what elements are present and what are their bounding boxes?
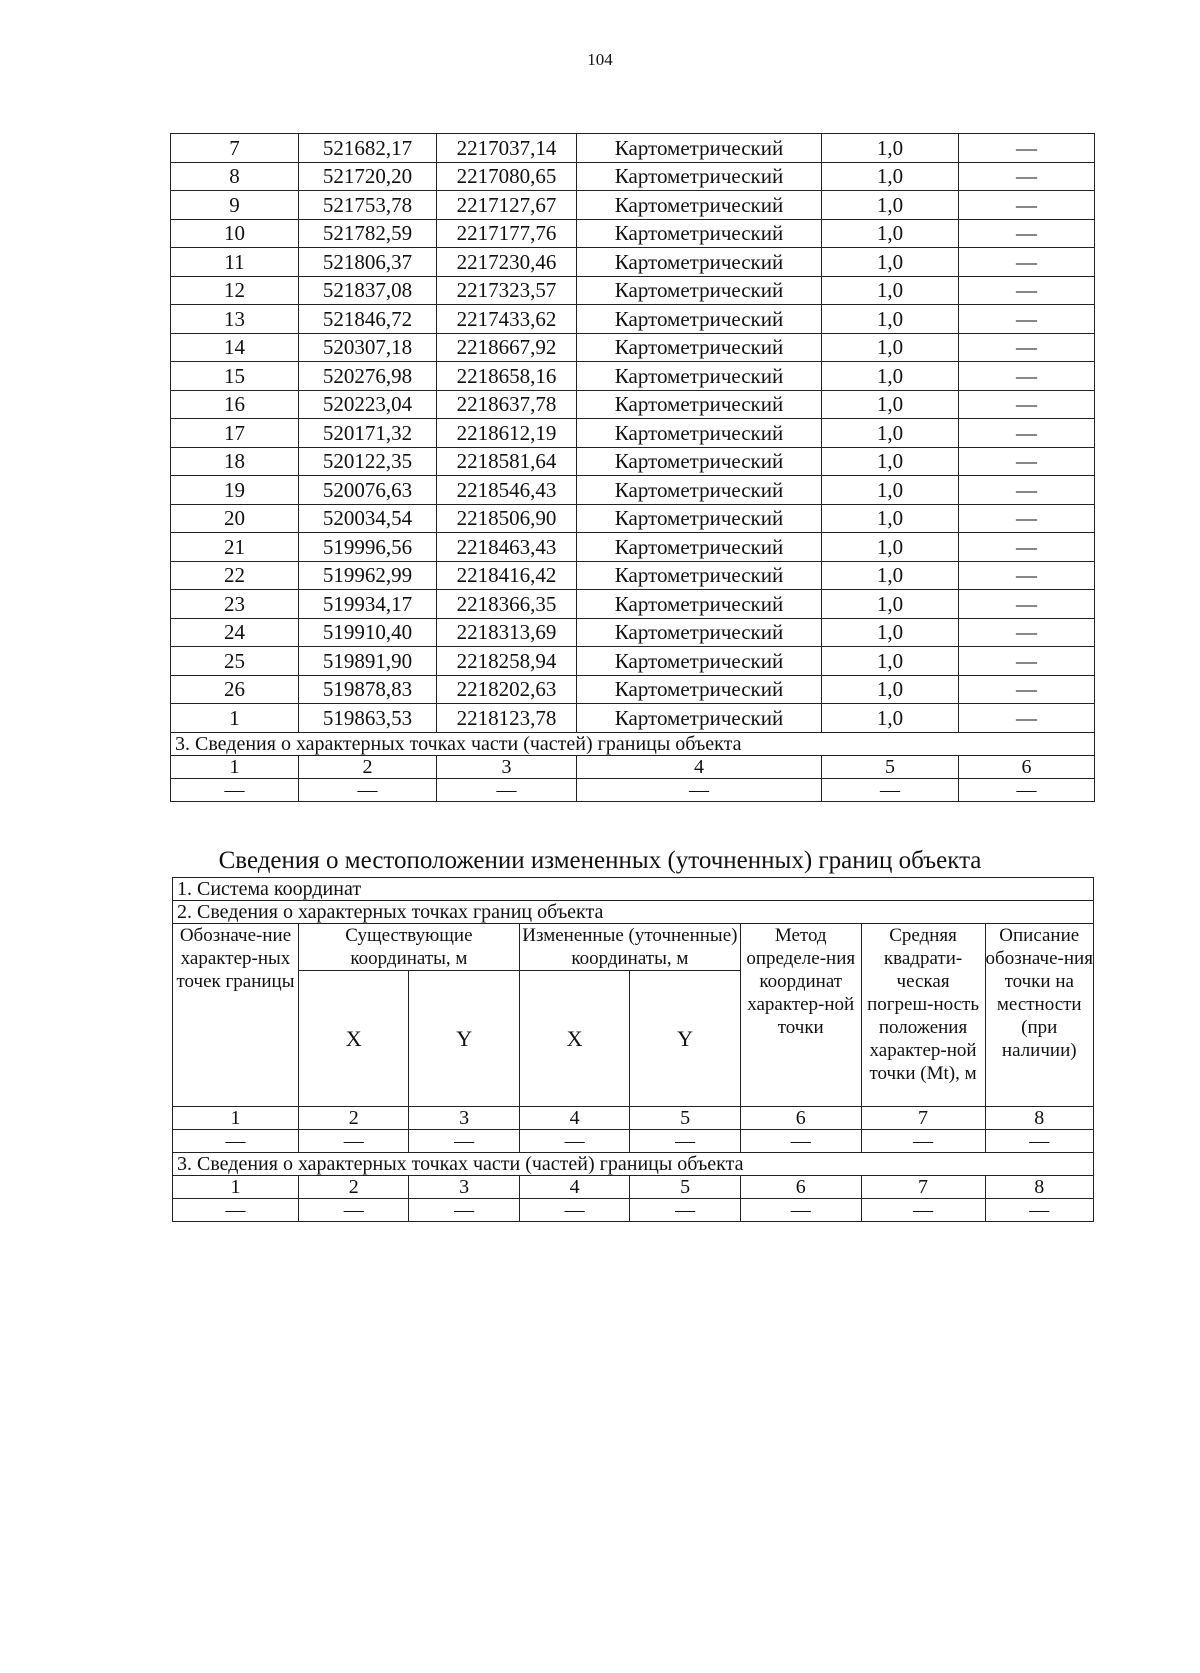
empty-data-row <box>173 1130 1094 1153</box>
coord-y-cell: 2217177,76 <box>437 219 577 248</box>
coord-x-cell: 520076,63 <box>299 476 437 505</box>
method-cell: Картометрический <box>577 590 822 619</box>
point-number-cell: 13 <box>171 305 299 334</box>
column-numbers-row <box>171 755 1095 778</box>
table-row <box>171 647 1095 676</box>
coord-y-cell: 2218366,35 <box>437 590 577 619</box>
description-cell: — <box>959 704 1095 733</box>
coord-x-cell: 521837,08 <box>299 276 437 305</box>
point-number-cell: 25 <box>171 647 299 676</box>
section-title: Сведения о местоположении измененных (уточненных) границ объекта <box>218 847 982 874</box>
mean-error-cell: 1,0 <box>822 447 959 476</box>
point-number-cell: 24 <box>171 618 299 647</box>
description-cell: — <box>959 618 1095 647</box>
table-row <box>171 504 1095 533</box>
method-cell: Картометрический <box>577 191 822 220</box>
method-cell: Картометрический <box>577 618 822 647</box>
method-cell: Картометрический <box>577 219 822 248</box>
dash-cell: — <box>740 1130 861 1153</box>
mean-error-cell: 1,0 <box>822 476 959 505</box>
coord-x-cell: 521753,78 <box>299 191 437 220</box>
coord-y-cell: 2217323,57 <box>437 276 577 305</box>
column-number: 2 <box>299 755 437 778</box>
column-number: 6 <box>959 755 1095 778</box>
coord-y-cell: 2217037,14 <box>437 134 577 163</box>
column-number: 5 <box>822 755 959 778</box>
empty-data-row <box>173 1199 1094 1222</box>
column-number: 7 <box>861 1176 985 1199</box>
dash-cell: — <box>740 1199 861 1222</box>
dash-cell: — <box>173 1130 299 1153</box>
point-number-cell: 23 <box>171 590 299 619</box>
changed-boundaries-table <box>172 877 1094 1222</box>
point-number-cell: 21 <box>171 533 299 562</box>
mean-error-cell: 1,0 <box>822 590 959 619</box>
mean-error-cell: 1,0 <box>822 219 959 248</box>
coord-x-cell: 519934,17 <box>299 590 437 619</box>
description-cell: — <box>959 390 1095 419</box>
method-cell: Картометрический <box>577 162 822 191</box>
dash-cell: — <box>519 1130 629 1153</box>
boundary-points-table <box>170 133 1095 802</box>
dash-cell: — <box>409 1130 519 1153</box>
table-row <box>171 362 1095 391</box>
column-number: 1 <box>173 1176 299 1199</box>
header-existing-x: X <box>298 971 408 1107</box>
table-row <box>171 248 1095 277</box>
table-row <box>171 191 1095 220</box>
coord-y-cell: 2218202,63 <box>437 675 577 704</box>
mean-error-cell: 1,0 <box>822 248 959 277</box>
method-cell: Картометрический <box>577 675 822 704</box>
description-cell: — <box>959 504 1095 533</box>
description-cell: — <box>959 333 1095 362</box>
description-cell: — <box>959 447 1095 476</box>
column-numbers-row <box>173 1107 1094 1130</box>
method-cell: Картометрический <box>577 419 822 448</box>
method-cell: Картометрический <box>577 390 822 419</box>
coord-x-cell: 521682,17 <box>299 134 437 163</box>
section3-label: 3. Сведения о характерных точках части (частей) границы объекта <box>171 732 1095 755</box>
point-number-cell: 12 <box>171 276 299 305</box>
column-number: 6 <box>740 1107 861 1130</box>
point-number-cell: 22 <box>171 561 299 590</box>
header-changed-x: X <box>519 971 629 1107</box>
method-cell: Картометрический <box>577 333 822 362</box>
dash-cell: — <box>173 1199 299 1222</box>
coord-y-cell: 2217127,67 <box>437 191 577 220</box>
coordinate-system-label: 1. Система координат <box>173 878 1094 901</box>
column-number: 8 <box>985 1176 1094 1199</box>
method-cell: Картометрический <box>577 134 822 163</box>
coord-x-cell: 520307,18 <box>299 333 437 362</box>
column-number: 3 <box>437 755 577 778</box>
column-number: 6 <box>740 1176 861 1199</box>
table-row <box>171 134 1095 163</box>
coord-x-cell: 519863,53 <box>299 704 437 733</box>
mean-error-cell: 1,0 <box>822 675 959 704</box>
table-row <box>171 675 1095 704</box>
coord-x-cell: 521720,20 <box>299 162 437 191</box>
mean-error-cell: 1,0 <box>822 191 959 220</box>
point-number-cell: 9 <box>171 191 299 220</box>
table-row <box>171 219 1095 248</box>
description-cell: — <box>959 647 1095 676</box>
column-number: 2 <box>298 1107 408 1130</box>
column-number: 4 <box>519 1176 629 1199</box>
column-number: 7 <box>861 1107 985 1130</box>
method-cell: Картометрический <box>577 533 822 562</box>
coord-x-cell: 521806,37 <box>299 248 437 277</box>
description-cell: — <box>959 162 1095 191</box>
coord-y-cell: 2218416,42 <box>437 561 577 590</box>
column-numbers-row <box>173 1176 1094 1199</box>
empty-data-row <box>171 778 1095 801</box>
dash-cell: — <box>171 778 299 801</box>
table-row <box>171 590 1095 619</box>
mean-error-cell: 1,0 <box>822 362 959 391</box>
table-row <box>171 476 1095 505</box>
dash-cell: — <box>861 1130 985 1153</box>
dash-cell: — <box>985 1199 1094 1222</box>
point-number-cell: 20 <box>171 504 299 533</box>
description-cell: — <box>959 590 1095 619</box>
mean-error-cell: 1,0 <box>822 162 959 191</box>
table-row <box>171 333 1095 362</box>
column-number: 1 <box>173 1107 299 1130</box>
column-number: 2 <box>298 1176 408 1199</box>
description-cell: — <box>959 362 1095 391</box>
point-number-cell: 10 <box>171 219 299 248</box>
method-cell: Картометрический <box>577 305 822 334</box>
description-cell: — <box>959 533 1095 562</box>
description-cell: — <box>959 219 1095 248</box>
coord-x-cell: 521846,72 <box>299 305 437 334</box>
description-cell: — <box>959 276 1095 305</box>
column-number: 8 <box>985 1107 1094 1130</box>
coord-y-cell: 2217080,65 <box>437 162 577 191</box>
coord-y-cell: 2218546,43 <box>437 476 577 505</box>
dash-cell: — <box>630 1130 740 1153</box>
mean-error-cell: 1,0 <box>822 647 959 676</box>
coord-y-cell: 2218612,19 <box>437 419 577 448</box>
header-changed-coordinates: Измененные (уточненные) координаты, м <box>519 924 740 971</box>
coord-y-cell: 2218637,78 <box>437 390 577 419</box>
point-number-cell: 14 <box>171 333 299 362</box>
mean-error-cell: 1,0 <box>822 704 959 733</box>
dash-cell: — <box>409 1199 519 1222</box>
point-number-cell: 16 <box>171 390 299 419</box>
method-cell: Картометрический <box>577 504 822 533</box>
coord-x-cell: 520171,32 <box>299 419 437 448</box>
section3-label: 3. Сведения о характерных точках части (частей) границы объекта <box>173 1153 1094 1176</box>
method-cell: Картометрический <box>577 248 822 277</box>
dash-cell: — <box>577 778 822 801</box>
description-cell: — <box>959 191 1095 220</box>
coord-x-cell: 519910,40 <box>299 618 437 647</box>
method-cell: Картометрический <box>577 476 822 505</box>
mean-error-cell: 1,0 <box>822 333 959 362</box>
method-cell: Картометрический <box>577 647 822 676</box>
dash-cell: — <box>298 1130 408 1153</box>
coord-x-cell: 520034,54 <box>299 504 437 533</box>
header-existing-y: Y <box>409 971 519 1107</box>
mean-error-cell: 1,0 <box>822 618 959 647</box>
header-point-designation: Обозначе-ние характер-ных точек границы <box>173 924 299 1107</box>
method-cell: Картометрический <box>577 362 822 391</box>
coord-y-cell: 2218313,69 <box>437 618 577 647</box>
method-cell: Картометрический <box>577 276 822 305</box>
mean-error-cell: 1,0 <box>822 504 959 533</box>
point-number-cell: 26 <box>171 675 299 704</box>
table-row <box>171 390 1095 419</box>
coord-y-cell: 2218258,94 <box>437 647 577 676</box>
coord-x-cell: 521782,59 <box>299 219 437 248</box>
table-row <box>171 447 1095 476</box>
point-number-cell: 8 <box>171 162 299 191</box>
description-cell: — <box>959 476 1095 505</box>
table-row <box>171 305 1095 334</box>
dash-cell: — <box>861 1199 985 1222</box>
coord-y-cell: 2218123,78 <box>437 704 577 733</box>
point-number-cell: 17 <box>171 419 299 448</box>
coord-x-cell: 520223,04 <box>299 390 437 419</box>
coord-y-cell: 2217433,62 <box>437 305 577 334</box>
coord-y-cell: 2218667,92 <box>437 333 577 362</box>
description-cell: — <box>959 675 1095 704</box>
point-number-cell: 1 <box>171 704 299 733</box>
dash-cell: — <box>985 1130 1094 1153</box>
method-cell: Картометрический <box>577 447 822 476</box>
coord-y-cell: 2218658,16 <box>437 362 577 391</box>
column-number: 3 <box>409 1107 519 1130</box>
description-cell: — <box>959 134 1095 163</box>
point-number-cell: 19 <box>171 476 299 505</box>
point-number-cell: 15 <box>171 362 299 391</box>
page-number: 104 <box>587 50 613 69</box>
coord-y-cell: 2218463,43 <box>437 533 577 562</box>
boundary-points-body <box>171 134 1095 733</box>
coord-y-cell: 2218581,64 <box>437 447 577 476</box>
header-mean-error: Средняя квадрати-ческая погреш-ность положения характер-ной точки (Mt), м <box>861 924 985 1107</box>
table-row <box>171 162 1095 191</box>
coord-x-cell: 519878,83 <box>299 675 437 704</box>
coord-x-cell: 519962,99 <box>299 561 437 590</box>
point-number-cell: 18 <box>171 447 299 476</box>
coord-y-cell: 2217230,46 <box>437 248 577 277</box>
coord-x-cell: 520122,35 <box>299 447 437 476</box>
table-row <box>171 561 1095 590</box>
method-cell: Картометрический <box>577 561 822 590</box>
table-row <box>171 419 1095 448</box>
mean-error-cell: 1,0 <box>822 390 959 419</box>
header-method: Метод определе-ния координат характер-ной точки <box>740 924 861 1107</box>
mean-error-cell: 1,0 <box>822 276 959 305</box>
dash-cell: — <box>299 778 437 801</box>
column-number: 3 <box>409 1176 519 1199</box>
coord-y-cell: 2218506,90 <box>437 504 577 533</box>
header-description: Описание обозначе-ния точки на местности (при наличии) <box>985 924 1094 1107</box>
dash-cell: — <box>437 778 577 801</box>
dash-cell: — <box>298 1199 408 1222</box>
column-number: 5 <box>630 1107 740 1130</box>
header-existing-coordinates: Существующие координаты, м <box>298 924 519 971</box>
column-number: 4 <box>577 755 822 778</box>
description-cell: — <box>959 561 1095 590</box>
dash-cell: — <box>822 778 959 801</box>
table-row <box>171 618 1095 647</box>
point-number-cell: 11 <box>171 248 299 277</box>
dash-cell: — <box>959 778 1095 801</box>
description-cell: — <box>959 248 1095 277</box>
coord-x-cell: 519996,56 <box>299 533 437 562</box>
column-number: 1 <box>171 755 299 778</box>
mean-error-cell: 1,0 <box>822 561 959 590</box>
method-cell: Картометрический <box>577 704 822 733</box>
description-cell: — <box>959 419 1095 448</box>
description-cell: — <box>959 305 1095 334</box>
dash-cell: — <box>630 1199 740 1222</box>
coord-x-cell: 519891,90 <box>299 647 437 676</box>
coord-x-cell: 520276,98 <box>299 362 437 391</box>
table-row <box>171 704 1095 733</box>
table-row <box>171 533 1095 562</box>
dash-cell: — <box>519 1199 629 1222</box>
table-row <box>171 276 1095 305</box>
mean-error-cell: 1,0 <box>822 134 959 163</box>
point-number-cell: 7 <box>171 134 299 163</box>
mean-error-cell: 1,0 <box>822 419 959 448</box>
header-changed-y: Y <box>630 971 740 1107</box>
mean-error-cell: 1,0 <box>822 533 959 562</box>
column-number: 5 <box>630 1176 740 1199</box>
column-number: 4 <box>519 1107 629 1130</box>
section2-label: 2. Сведения о характерных точках границ объекта <box>173 901 1094 924</box>
mean-error-cell: 1,0 <box>822 305 959 334</box>
